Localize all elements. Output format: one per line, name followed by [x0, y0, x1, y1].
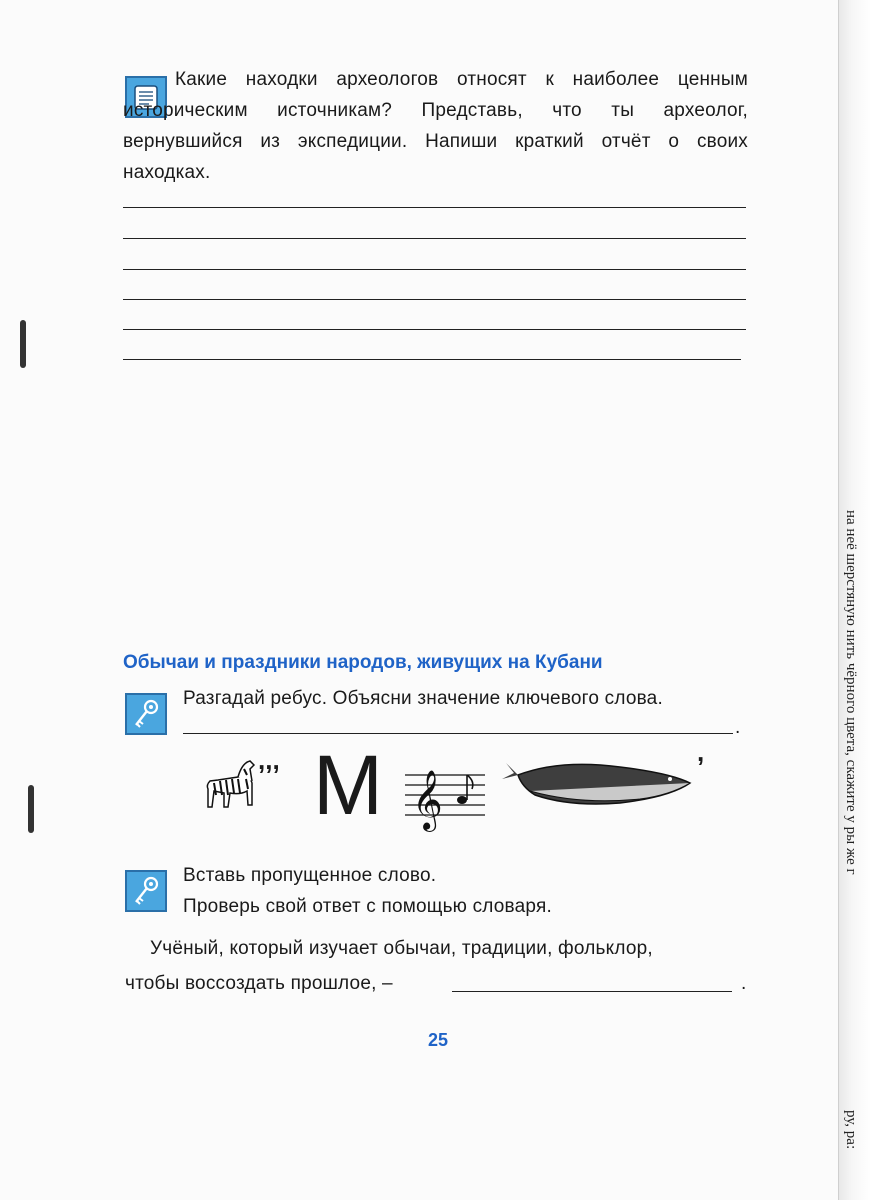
svg-text:𝄞: 𝄞: [412, 770, 443, 830]
task3-sentence-2: чтобы воссоздать прошлое, –: [125, 973, 393, 994]
task1-text: Какие находки археологов относят к наиболее ценным историческим источникам? Представь, что ты археолог, вернувшийся из экспедиции. Напиши краткий отчёт о своих находках.: [123, 69, 748, 183]
key-icon: [125, 693, 167, 735]
rebus-answer-line[interactable]: [183, 733, 733, 734]
next-page-edge-text-bottom: ру, ра:: [843, 1110, 859, 1150]
answer-line-6[interactable]: [123, 359, 741, 360]
missing-word-line[interactable]: [452, 991, 732, 992]
rebus: [200, 737, 720, 835]
section-title: Обычаи и праздники народов, живущих на Кубани: [123, 652, 603, 673]
rebus-letter: М: [313, 738, 383, 832]
staple-top: [20, 320, 26, 368]
next-page-edge-text: на неё шерстяную нить чёрного цвета, скажите у ры же г: [843, 510, 859, 875]
task3-sentence-1: Учёный, который изучает обычаи, традиции, фольклор,: [150, 938, 653, 959]
answer-line-3[interactable]: [123, 269, 746, 270]
key-icon-2: [125, 870, 167, 912]
task3-end-mark: .: [741, 973, 747, 994]
answer-line-4[interactable]: [123, 299, 746, 300]
page-number: 25: [428, 1030, 449, 1050]
rebus-comma-after-whale: ,: [697, 737, 705, 767]
whale-icon: [502, 763, 690, 804]
task2-text: Разгадай ребус. Объясни значение ключевого слова.: [183, 688, 663, 709]
answer-line-2[interactable]: [123, 238, 746, 239]
task3-instruction-1: Вставь пропущенное слово.: [183, 865, 437, 886]
zebra-icon: [207, 761, 254, 807]
task3-instruction-2: Проверь свой ответ с помощью словаря.: [183, 896, 552, 917]
treble-clef-icon: [405, 770, 485, 832]
answer-line-5[interactable]: [123, 329, 746, 330]
task2-end-mark: .: [735, 717, 741, 738]
rebus-commas: ,,,: [258, 745, 280, 775]
answer-line-1[interactable]: [123, 207, 746, 208]
staple-bottom: [28, 785, 34, 833]
